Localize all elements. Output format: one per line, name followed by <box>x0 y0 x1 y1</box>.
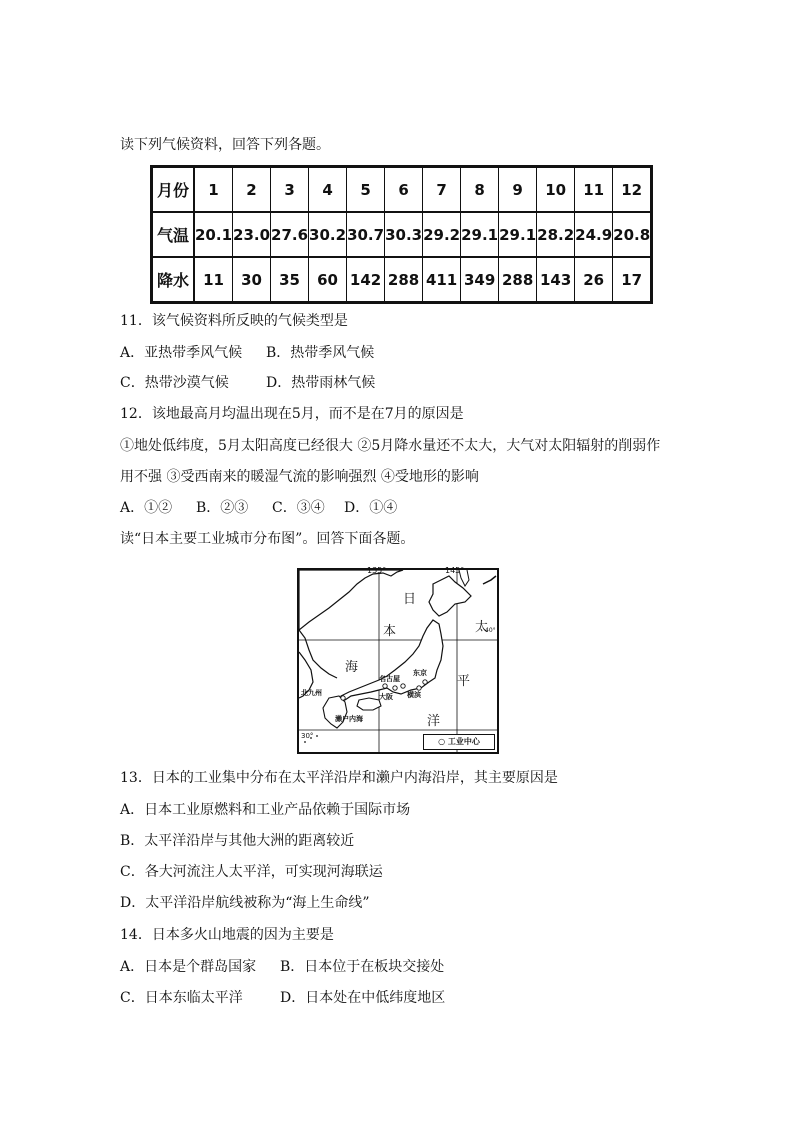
precipitation-cell: 11 <box>194 257 233 303</box>
month-cell: 9 <box>499 167 537 213</box>
temperature-cell: 23.0 <box>233 212 271 257</box>
precipitation-cell: 142 <box>347 257 385 303</box>
industrial-center-icon: ○ <box>438 737 448 746</box>
q11-options-row1 <box>120 344 374 362</box>
sea-japan-char1: 日 <box>403 592 417 607</box>
q11-option-a[interactable]: A．亚热带季风气候 <box>120 345 243 361</box>
q11-options-row2 <box>120 374 375 392</box>
q14-stem: 14．日本多火山地震的因为主要是 <box>120 927 334 943</box>
map-intro: 读“日本主要工业城市分布图”。回答下面各题。 <box>120 531 415 547</box>
precipitation-cell: 60 <box>309 257 347 303</box>
month-cell: 11 <box>575 167 613 213</box>
lat-30-label: 30° <box>301 732 314 740</box>
q12-statement-line1: ①地处低纬度，5月太阳高度已经很大 ②5月降水量还不太大，大气对太阳辐射的削弱作 <box>120 438 661 454</box>
pacific-char3: 洋 <box>427 714 441 729</box>
precipitation-cell: 35 <box>271 257 309 303</box>
climate-intro: 读下列气候资料，回答下列各题。 <box>120 137 330 153</box>
row-head-precipitation: 降水 <box>152 257 195 303</box>
map-legend <box>423 734 495 750</box>
q14-options-row1 <box>120 958 444 976</box>
month-cell: 3 <box>271 167 309 213</box>
row-head-month: 月份 <box>152 167 195 213</box>
q13-stem: 13．日本的工业集中分布在太平洋沿岸和濑户内海沿岸，其主要原因是 <box>120 770 558 786</box>
precipitation-row <box>152 257 652 303</box>
months-row <box>152 167 652 213</box>
precipitation-cell: 288 <box>385 257 423 303</box>
q12-option-d[interactable]: D．①④ <box>344 500 398 516</box>
city-kitakyushu-label: 北九州 <box>301 689 322 697</box>
temperature-cell: 24.9 <box>575 212 613 257</box>
q14-option-a[interactable]: A．日本是个群岛国家 <box>120 959 257 975</box>
temperature-cell: 30.3 <box>385 212 423 257</box>
precipitation-cell: 288 <box>499 257 537 303</box>
precipitation-cell: 143 <box>537 257 575 303</box>
month-cell: 10 <box>537 167 575 213</box>
q13-option-c[interactable]: C．各大河流注人太平洋，可实现河海联运 <box>120 864 383 880</box>
row-head-temperature: 气温 <box>152 212 195 257</box>
temperature-cell: 29.1 <box>499 212 537 257</box>
q12-stem: 12．该地最高月均温出现在5月，而不是在7月的原因是 <box>120 406 464 422</box>
precipitation-cell: 349 <box>461 257 499 303</box>
q12-options <box>120 499 397 517</box>
sea-japan-char3: 海 <box>345 660 359 675</box>
q13-option-a[interactable]: A．日本工业原燃料和工业产品依赖于国际市场 <box>120 802 411 818</box>
q13-option-d[interactable]: D．太平洋沿岸航线被称为“海上生命线” <box>120 895 370 911</box>
q14-option-c[interactable]: C．日本东临太平洋 <box>120 990 243 1006</box>
lon-145-label: 145° <box>445 566 465 575</box>
precipitation-cell: 30 <box>233 257 271 303</box>
precipitation-cell: 17 <box>613 257 652 303</box>
month-cell: 12 <box>613 167 652 213</box>
sea-japan-char2: 本 <box>383 624 397 639</box>
month-cell: 8 <box>461 167 499 213</box>
climate-table <box>150 165 653 304</box>
q12-option-a[interactable]: A．①② <box>120 500 173 516</box>
pacific-char2: 平 <box>457 674 471 689</box>
q14-option-b[interactable]: B．日本位于在板块交接处 <box>280 959 445 975</box>
temperature-cell: 29.2 <box>423 212 461 257</box>
q11-stem: 11．该气候资料所反映的气候类型是 <box>120 313 348 329</box>
month-cell: 5 <box>347 167 385 213</box>
japan-industrial-map <box>297 568 499 754</box>
temperature-cell: 30.2 <box>309 212 347 257</box>
q11-option-c[interactable]: C．热带沙漠气候 <box>120 375 229 391</box>
city-setonaikai-label: 濑户内海 <box>335 715 363 723</box>
q12-statement-line2: 用不强 ③受西南来的暖湿气流的影响强烈 ④受地形的影响 <box>120 469 479 485</box>
q11-option-b[interactable]: B．热带季风气候 <box>266 345 375 361</box>
temperature-cell: 30.7 <box>347 212 385 257</box>
precipitation-cell: 411 <box>423 257 461 303</box>
q13-option-b[interactable]: B．太平洋沿岸与其他大洲的距离较近 <box>120 833 355 849</box>
temperature-cell: 29.1 <box>461 212 499 257</box>
q12-option-b[interactable]: B．②③ <box>196 500 249 516</box>
city-nagoya-label: 名古屋 <box>379 675 400 683</box>
temperature-cell: 27.6 <box>271 212 309 257</box>
month-cell: 2 <box>233 167 271 213</box>
legend-label: 工业中心 <box>447 737 480 746</box>
lat-40-label: 40° <box>485 627 496 634</box>
temperature-cell: 28.2 <box>537 212 575 257</box>
month-cell: 1 <box>194 167 233 213</box>
q12-option-c[interactable]: C．③④ <box>272 500 325 516</box>
month-cell: 6 <box>385 167 423 213</box>
temperature-row <box>152 212 652 257</box>
temperature-cell: 20.8 <box>613 212 652 257</box>
temperature-cell: 20.1 <box>194 212 233 257</box>
pacific-char1: 太 <box>475 620 489 635</box>
map-drawing <box>299 570 497 752</box>
q14-options-row2 <box>120 989 445 1007</box>
q11-option-d[interactable]: D．热带雨林气候 <box>266 375 376 391</box>
city-tokyo-label: 东京 <box>413 669 427 677</box>
lon-135-label: 135° <box>367 566 387 575</box>
city-osaka-label: 大阪 <box>379 693 393 701</box>
month-cell: 4 <box>309 167 347 213</box>
month-cell: 7 <box>423 167 461 213</box>
precipitation-cell: 26 <box>575 257 613 303</box>
city-yokohama-label: 横滨 <box>407 691 421 699</box>
q14-option-d[interactable]: D．日本处在中低纬度地区 <box>280 990 446 1006</box>
